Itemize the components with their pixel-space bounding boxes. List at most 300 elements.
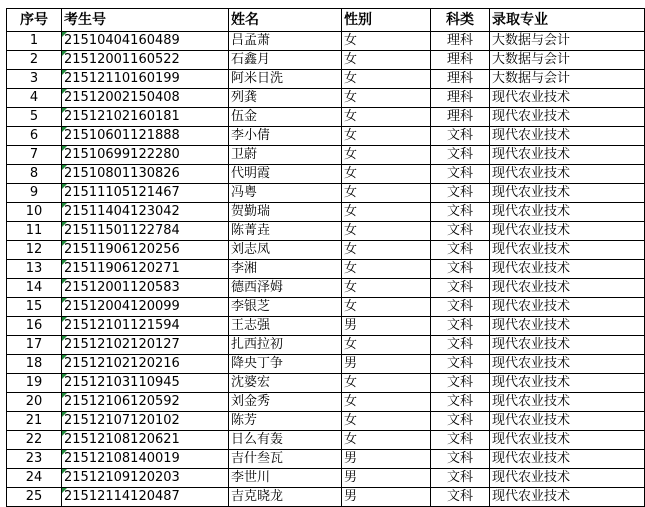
cell-gender-text: 女 [344,147,358,162]
cell-name-text: 吉克晓龙 [231,489,284,504]
table-row [7,298,645,317]
cell-exam-no-text: 21512108120621 [64,432,180,447]
cell-name[interactable] [229,298,342,317]
cell-major[interactable] [490,203,645,222]
cell-category-text: 文科 [446,356,473,371]
cell-exam-no[interactable] [62,222,229,241]
cell-exam-no[interactable] [62,431,229,450]
text-number-indicator-icon [62,203,67,208]
cell-major[interactable] [490,374,645,393]
cell-exam-no-text: 21512001160522 [64,52,180,67]
cell-name-text: 伍金 [231,109,258,124]
cell-seq[interactable] [7,241,62,260]
cell-major[interactable] [490,317,645,336]
cell-gender-text: 女 [344,52,358,67]
cell-gender[interactable] [342,203,431,222]
cell-category[interactable] [431,146,490,165]
cell-gender[interactable] [342,355,431,374]
cell-category-text: 文科 [446,318,473,333]
cell-gender[interactable] [342,241,431,260]
cell-major[interactable] [490,222,645,241]
table-row [7,165,645,184]
cell-major-text: 现代农业技术 [492,90,571,105]
text-number-indicator-icon [62,412,67,417]
cell-category[interactable] [431,222,490,241]
cell-major-text: 现代农业技术 [492,413,571,428]
text-number-indicator-icon [62,488,67,493]
cell-name[interactable] [229,431,342,450]
cell-major[interactable] [490,298,645,317]
cell-category-text: 文科 [446,223,473,238]
table-row [7,488,645,507]
cell-seq[interactable] [7,70,62,89]
cell-name[interactable] [229,184,342,203]
cell-exam-no[interactable] [62,355,229,374]
cell-major[interactable] [490,393,645,412]
cell-major[interactable] [490,488,645,507]
cell-gender-text: 男 [344,451,358,466]
cell-exam-no-text: 21512107120102 [64,413,180,428]
cell-name[interactable] [229,393,342,412]
cell-gender[interactable] [342,108,431,127]
cell-exam-no[interactable] [62,89,229,108]
cell-gender-text: 女 [344,166,358,181]
text-number-indicator-icon [62,165,67,170]
cell-category[interactable] [431,393,490,412]
cell-name-text: 冯粤 [231,185,258,200]
cell-name-text: 吕孟萧 [231,33,271,48]
cell-seq[interactable] [7,222,62,241]
cell-category-text: 文科 [446,375,473,390]
cell-seq[interactable] [7,355,62,374]
table-row [7,355,645,374]
cell-major[interactable] [490,336,645,355]
cell-category[interactable] [431,51,490,70]
text-number-indicator-icon [62,317,67,322]
table-body [7,32,645,507]
text-number-indicator-icon [62,374,67,379]
cell-exam-no[interactable] [62,374,229,393]
cell-category-text: 理科 [446,109,473,124]
cell-category[interactable] [431,127,490,146]
cell-gender[interactable] [342,127,431,146]
cell-name[interactable] [229,32,342,51]
cell-exam-no[interactable] [62,146,229,165]
cell-gender[interactable] [342,374,431,393]
cell-name[interactable] [229,146,342,165]
cell-seq-text: 14 [25,280,43,295]
text-number-indicator-icon [62,469,67,474]
cell-category[interactable] [431,469,490,488]
cell-major[interactable] [490,184,645,203]
cell-category[interactable] [431,336,490,355]
cell-exam-no[interactable] [62,70,229,89]
cell-seq[interactable] [7,393,62,412]
table-row [7,51,645,70]
cell-major[interactable] [490,89,645,108]
cell-category-text: 理科 [446,33,473,48]
cell-exam-no[interactable] [62,393,229,412]
col-header-seq: 序号 [7,9,62,32]
cell-seq[interactable] [7,51,62,70]
cell-name[interactable] [229,374,342,393]
text-number-indicator-icon [62,70,67,75]
cell-seq[interactable] [7,431,62,450]
cell-name[interactable] [229,469,342,488]
cell-name-text: 李银芝 [231,299,271,314]
table-row [7,431,645,450]
text-number-indicator-icon [62,260,67,265]
cell-exam-no[interactable] [62,412,229,431]
cell-seq[interactable] [7,488,62,507]
cell-major[interactable] [490,51,645,70]
cell-seq[interactable] [7,317,62,336]
cell-seq[interactable] [7,450,62,469]
cell-seq[interactable] [7,146,62,165]
cell-category-text: 文科 [446,413,473,428]
cell-major-text: 现代农业技术 [492,356,571,371]
cell-gender[interactable] [342,184,431,203]
cell-seq[interactable] [7,469,62,488]
cell-seq-text: 22 [25,432,43,447]
cell-major-text: 现代农业技术 [492,147,571,162]
cell-seq-text: 20 [25,394,43,409]
cropped-title-strip [0,0,645,8]
cell-category[interactable] [431,317,490,336]
cell-major[interactable] [490,241,645,260]
cell-name-text: 吉什叁瓦 [231,451,284,466]
cell-seq-text: 5 [29,109,39,124]
cell-name[interactable] [229,279,342,298]
cell-seq[interactable] [7,260,62,279]
table-row [7,127,645,146]
cell-seq[interactable] [7,89,62,108]
cell-category-text: 文科 [446,337,473,352]
cell-category[interactable] [431,374,490,393]
cell-major-text: 现代农业技术 [492,166,571,181]
cell-seq[interactable] [7,279,62,298]
cell-category-text: 文科 [446,432,473,447]
cell-category-text: 文科 [446,470,473,485]
cell-category-text: 文科 [446,261,473,276]
cell-exam-no-text: 21512002150408 [64,90,180,105]
cell-category-text: 文科 [446,451,473,466]
cell-gender[interactable] [342,488,431,507]
cell-major-text: 现代农业技术 [492,242,571,257]
cell-seq-text: 13 [25,261,43,276]
cell-gender-text: 女 [344,128,358,143]
cell-category-text: 文科 [446,489,473,504]
cell-category[interactable] [431,108,490,127]
cell-exam-no-text: 21512106120592 [64,394,180,409]
cell-major[interactable] [490,279,645,298]
cell-gender-text: 女 [344,413,358,428]
cell-gender[interactable] [342,317,431,336]
cell-exam-no[interactable] [62,241,229,260]
cell-seq[interactable] [7,127,62,146]
cell-category[interactable] [431,298,490,317]
cell-major[interactable] [490,165,645,184]
table-row [7,336,645,355]
cell-seq[interactable] [7,108,62,127]
cell-major[interactable] [490,70,645,89]
cell-name-text: 贺勤瑞 [231,204,271,219]
cell-major-text: 现代农业技术 [492,337,571,352]
cell-name-text: 陈芳 [231,413,258,428]
cell-name[interactable] [229,165,342,184]
cell-name-text: 陈菁垚 [231,223,271,238]
cell-major-text: 现代农业技术 [492,185,571,200]
cell-exam-no[interactable] [62,165,229,184]
cell-gender-text: 女 [344,432,358,447]
cell-seq[interactable] [7,184,62,203]
cell-exam-no-text: 21510601121888 [64,128,180,143]
cell-gender-text: 女 [344,33,358,48]
cell-exam-no[interactable] [62,260,229,279]
cell-name[interactable] [229,222,342,241]
cell-gender-text: 男 [344,470,358,485]
cell-exam-no-text: 21512004120099 [64,299,180,314]
cell-exam-no[interactable] [62,450,229,469]
cell-category[interactable] [431,450,490,469]
cell-seq-text: 8 [29,166,39,181]
cell-major[interactable] [490,108,645,127]
cell-gender[interactable] [342,165,431,184]
cell-gender[interactable] [342,450,431,469]
cell-major-text: 现代农业技术 [492,299,571,314]
cell-seq-text: 1 [29,33,39,48]
cell-seq[interactable] [7,298,62,317]
cell-major-text: 大数据与会计 [492,71,571,86]
cell-major[interactable] [490,450,645,469]
table-row [7,89,645,108]
text-number-indicator-icon [62,222,67,227]
cell-major-text: 现代农业技术 [492,451,571,466]
cell-major-text: 现代农业技术 [492,375,571,390]
cell-gender-text: 女 [344,299,358,314]
cell-gender[interactable] [342,298,431,317]
cell-major-text: 现代农业技术 [492,109,571,124]
cell-category[interactable] [431,241,490,260]
cell-category-text: 文科 [446,204,473,219]
cell-category[interactable] [431,279,490,298]
cell-exam-no[interactable] [62,51,229,70]
cell-exam-no[interactable] [62,32,229,51]
cell-major[interactable] [490,412,645,431]
cell-category[interactable] [431,488,490,507]
text-number-indicator-icon [62,184,67,189]
cell-seq-text: 15 [25,299,43,314]
cell-major[interactable] [490,127,645,146]
cell-name-text: 李小倩 [231,128,271,143]
cell-category-text: 文科 [446,185,473,200]
cell-exam-no[interactable] [62,127,229,146]
cell-seq-text: 24 [25,470,43,485]
admission-table [6,8,645,507]
cell-seq[interactable] [7,412,62,431]
col-header-exam-no: 考生号 [62,9,229,32]
cell-major[interactable] [490,469,645,488]
cell-exam-no-text: 21512109120203 [64,470,180,485]
cell-seq-text: 17 [25,337,43,352]
cell-exam-no-text: 21511906120256 [64,242,180,257]
table-row [7,108,645,127]
cell-name-text: 德西泽姆 [231,280,284,295]
cell-name[interactable] [229,89,342,108]
cell-name-text: 李湘 [231,261,258,276]
cell-category[interactable] [431,89,490,108]
cell-seq-text: 18 [25,356,43,371]
cell-name[interactable] [229,70,342,89]
cell-major-text: 现代农业技术 [492,204,571,219]
cell-name-text: 卫蔚 [231,147,258,162]
cell-gender[interactable] [342,32,431,51]
cell-gender[interactable] [342,336,431,355]
cell-major[interactable] [490,431,645,450]
cell-gender[interactable] [342,431,431,450]
cell-exam-no[interactable] [62,279,229,298]
cell-gender[interactable] [342,412,431,431]
cell-category-text: 理科 [446,52,473,67]
cell-gender-text: 女 [344,242,358,257]
cell-exam-no[interactable] [62,203,229,222]
cell-gender[interactable] [342,393,431,412]
cell-seq-text: 7 [29,147,39,162]
text-number-indicator-icon [62,431,67,436]
cell-exam-no-text: 21511404123042 [64,204,180,219]
cell-name[interactable] [229,336,342,355]
cell-major[interactable] [490,355,645,374]
cell-exam-no-text: 21511501122784 [64,223,180,238]
cell-gender[interactable] [342,70,431,89]
cell-gender[interactable] [342,51,431,70]
table-row [7,279,645,298]
cell-major-text: 现代农业技术 [492,318,571,333]
cell-category-text: 文科 [446,166,473,181]
cell-name[interactable] [229,127,342,146]
cell-name-text: 李世川 [231,470,271,485]
cell-category[interactable] [431,165,490,184]
cell-name[interactable] [229,108,342,127]
cell-major[interactable] [490,146,645,165]
table-row [7,317,645,336]
cell-category-text: 理科 [446,90,473,105]
cell-gender-text: 女 [344,90,358,105]
cell-exam-no[interactable] [62,336,229,355]
cell-gender-text: 男 [344,489,358,504]
cell-seq-text: 12 [25,242,43,257]
cell-exam-no-text: 21510404160489 [64,33,180,48]
cell-seq[interactable] [7,336,62,355]
cell-exam-no-text: 21512108140019 [64,451,180,466]
cell-name[interactable] [229,450,342,469]
cell-seq-text: 4 [29,90,39,105]
cell-seq[interactable] [7,203,62,222]
cell-gender-text: 男 [344,356,358,371]
col-header-gender: 性别 [342,9,431,32]
cell-category-text: 文科 [446,147,473,162]
cell-category[interactable] [431,32,490,51]
text-number-indicator-icon [62,336,67,341]
cell-gender[interactable] [342,89,431,108]
cell-gender[interactable] [342,469,431,488]
cell-exam-no-text: 21510699122280 [64,147,180,162]
cell-exam-no-text: 21512101121594 [64,318,180,333]
table-row [7,70,645,89]
table-row [7,222,645,241]
cell-category-text: 文科 [446,394,473,409]
cell-name-text: 刘志凤 [231,242,271,257]
cell-exam-no[interactable] [62,488,229,507]
cell-category[interactable] [431,260,490,279]
cell-category[interactable] [431,431,490,450]
cell-exam-no[interactable] [62,298,229,317]
cell-major-text: 现代农业技术 [492,128,571,143]
cell-exam-no-text: 21512102160181 [64,109,180,124]
cell-gender-text: 女 [344,394,358,409]
cell-category[interactable] [431,184,490,203]
cell-exam-no[interactable] [62,108,229,127]
cell-major-text: 现代农业技术 [492,489,571,504]
text-number-indicator-icon [62,89,67,94]
cell-major-text: 现代农业技术 [492,261,571,276]
cell-seq[interactable] [7,32,62,51]
cell-gender[interactable] [342,146,431,165]
cell-name[interactable] [229,51,342,70]
cell-gender[interactable] [342,279,431,298]
text-number-indicator-icon [62,450,67,455]
cell-gender-text: 女 [344,204,358,219]
table-row [7,32,645,51]
header-row [7,9,645,32]
cell-category[interactable] [431,203,490,222]
cell-seq-text: 3 [29,71,39,86]
table-row [7,260,645,279]
col-header-category: 科类 [431,9,490,32]
text-number-indicator-icon [62,279,67,284]
cell-exam-no[interactable] [62,184,229,203]
cell-category-text: 文科 [446,280,473,295]
cell-major-text: 现代农业技术 [492,394,571,409]
cell-name[interactable] [229,488,342,507]
cell-major-text: 现代农业技术 [492,223,571,238]
cell-category[interactable] [431,70,490,89]
cell-exam-no-text: 21512001120583 [64,280,180,295]
cell-seq-text: 16 [25,318,43,333]
cell-gender[interactable] [342,222,431,241]
cell-name[interactable] [229,203,342,222]
cell-category[interactable] [431,355,490,374]
cell-exam-no-text: 21511906120271 [64,261,180,276]
cell-gender[interactable] [342,260,431,279]
cell-seq[interactable] [7,374,62,393]
cell-name[interactable] [229,412,342,431]
cell-exam-no[interactable] [62,469,229,488]
cell-name[interactable] [229,241,342,260]
cell-category[interactable] [431,412,490,431]
cell-seq[interactable] [7,165,62,184]
table-row [7,412,645,431]
cell-name[interactable] [229,317,342,336]
cell-name[interactable] [229,260,342,279]
cell-seq-text: 19 [25,375,43,390]
cell-exam-no[interactable] [62,317,229,336]
cell-category-text: 文科 [446,128,473,143]
cell-name[interactable] [229,355,342,374]
cell-major[interactable] [490,32,645,51]
cell-major[interactable] [490,260,645,279]
table-row [7,241,645,260]
